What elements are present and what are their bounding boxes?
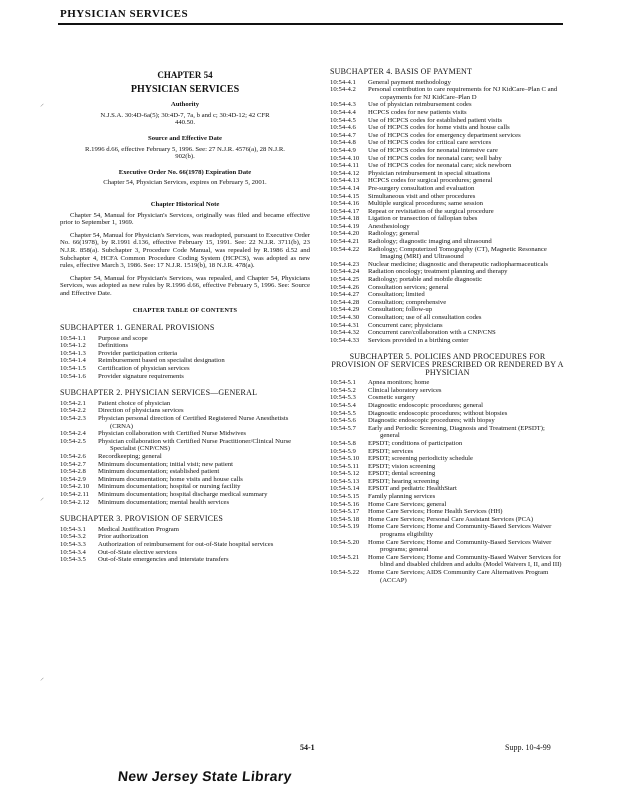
section-number: 10:54-5.6 — [330, 417, 356, 425]
section-title: Personal contribution to care requirements for NJ KidCare–Plan C and copayments for NJ KidCare–Plan D — [368, 86, 558, 101]
section-title: Use of HCPCS codes for established patient visits — [368, 116, 502, 124]
toc-entry — [330, 463, 565, 471]
section-title: HCPCS codes for new patients visits — [368, 108, 467, 116]
section-title: EPSDT; vision screening — [368, 462, 436, 470]
section-title: Out-of-State elective services — [98, 548, 178, 556]
page-number: 54-1 — [300, 743, 315, 752]
section-title: Apnea monitors; home — [368, 379, 430, 387]
section-title: Use of HCPCS codes for critical care services — [368, 139, 492, 147]
section-number: 10:54-4.29 — [330, 306, 360, 314]
section-number: 10:54-4.1 — [330, 78, 356, 86]
section-number: 10:54-2.5 — [60, 437, 86, 445]
section-title: Physician collaboration with Certified Nurse Practitioner/Clinical Nurse Specialist (CNP/CNS) — [98, 437, 292, 453]
toc-entry — [330, 215, 565, 223]
toc-entry — [330, 569, 565, 584]
section-number: 10:54-4.13 — [330, 177, 360, 185]
section-number: 10:54-5.18 — [330, 515, 360, 523]
subchapter-title: SUBCHAPTER 5. POLICIES AND PROCEDURES FOR PROVISION OF SERVICES PRESCRIBED OR RENDERED BY A PHYSICIAN — [331, 352, 564, 377]
section-title: Minimum documentation; established patient — [98, 468, 220, 476]
section-title: Minimum documentation; home visits and house calls — [98, 475, 243, 483]
header-rule — [58, 23, 563, 25]
toc-heading: CHAPTER TABLE OF CONTENTS — [132, 307, 238, 315]
toc-entry — [60, 400, 310, 408]
section-title: Cosmetic surgery — [368, 394, 415, 402]
history-paragraph: Chapter 54, Manual for Physician's Services, was repealed, and Chapter 54, Physicians Services, was adopted as new rules by R.1996 d.66, effective February 5, 1996. See: Source and Effective Date. — [60, 274, 310, 297]
authority-heading: Authority — [170, 101, 200, 109]
section-number: 10:54-5.10 — [330, 455, 360, 463]
section-title: Physician collaboration with Certified Nurse Midwives — [98, 430, 247, 438]
toc-entry — [60, 373, 310, 381]
toc-entry — [330, 554, 565, 569]
toc-entry — [330, 508, 565, 516]
toc-entry — [330, 117, 565, 125]
section-title: Use of HCPCS codes for neonatal intensive care — [368, 146, 498, 154]
toc-entry — [330, 193, 565, 201]
section-number: 10:54-4.3 — [330, 101, 356, 109]
toc-entry — [60, 453, 310, 461]
section-number: 10:54-4.23 — [330, 260, 360, 268]
margin-mark: ⸝ — [40, 673, 44, 682]
toc-entry — [330, 139, 565, 147]
section-number: 10:54-5.12 — [330, 470, 360, 478]
section-number: 10:54-4.7 — [330, 131, 356, 139]
toc-entry — [60, 407, 310, 415]
section-number: 10:54-5.8 — [330, 439, 356, 447]
section-number: 10:54-2.6 — [60, 452, 86, 460]
subchapter-title: SUBCHAPTER 4. BASIS OF PAYMENT — [330, 67, 473, 76]
right-subchapters — [330, 68, 565, 584]
section-title: EPSDT; conditions of participation — [368, 439, 463, 447]
section-number: 10:54-4.24 — [330, 268, 360, 276]
section-number: 10:54-5.13 — [330, 477, 360, 485]
section-title: Reimbursement based on specialist designation — [98, 357, 225, 365]
toc-entry — [330, 478, 565, 486]
section-title: EPSDT; screening periodicity schedule — [368, 455, 473, 463]
toc-entry — [330, 268, 565, 276]
section-title: Out-of-State emergencies and interstate transfers — [98, 556, 229, 564]
section-number: 10:54-1.3 — [60, 349, 86, 357]
source-text: R.1996 d.66, effective February 5, 1996. See: 27 N.J.R. 4576(a), 28 N.J.R. 902(b). — [85, 145, 285, 161]
expiration-heading: Executive Order No. 66(1978) Expiration Date — [118, 168, 252, 176]
section-number: 10:54-4.18 — [330, 215, 360, 223]
toc-entry — [330, 440, 565, 448]
toc-entry — [330, 162, 565, 170]
section-number: 10:54-3.4 — [60, 548, 86, 556]
section-title: Physician personal direction of Certified Registered Nurse Anesthetists (CRNA) — [98, 415, 289, 430]
section-title: Family planning services — [368, 493, 436, 501]
section-title: Home Care Services; Home and Community-Based Waiver Services for blind and disabled children and adults (Model Waivers I, II, and III) — [368, 553, 562, 569]
section-title: Patient choice of physician — [98, 399, 171, 407]
toc-entry — [330, 516, 565, 524]
toc-entry — [330, 177, 565, 185]
section-number: 10:54-4.5 — [330, 116, 356, 124]
toc-entry — [60, 335, 310, 343]
toc-entry — [60, 549, 310, 557]
toc-entry — [330, 470, 565, 478]
toc-entry — [330, 208, 565, 216]
section-title: Minimum documentation; hospital discharge medical summary — [98, 490, 268, 498]
section-title: Radiation oncology; treatment planning and therapy — [368, 268, 508, 276]
chapter-title: PHYSICIAN SERVICES — [130, 83, 240, 95]
section-number: 10:54-4.33 — [330, 336, 360, 344]
section-number: 10:54-1.2 — [60, 342, 86, 350]
toc-entry — [330, 387, 565, 395]
margin-mark: ⸝ — [40, 99, 44, 108]
left-subchapters — [60, 324, 310, 564]
section-number: 10:54-3.3 — [60, 540, 86, 548]
section-title: Concurrent care/collaboration with a CNP/CNS — [368, 329, 496, 337]
section-number: 10:54-5.3 — [330, 394, 356, 402]
toc-entry — [330, 230, 565, 238]
toc-entry — [60, 430, 310, 438]
toc-entry — [330, 493, 565, 501]
toc-entry — [330, 314, 565, 322]
toc-entry — [60, 468, 310, 476]
section-number: 10:54-4.17 — [330, 207, 360, 215]
toc-entry — [330, 109, 565, 117]
section-title: Home Care Services; Home and Community-Based Services Waiver programs eligibility — [368, 523, 552, 539]
section-title: Multiple surgical procedures; same session — [368, 200, 484, 208]
library-stamp: New Jersey State Library — [117, 768, 293, 784]
toc-entry — [330, 238, 565, 246]
toc-entry — [60, 350, 310, 358]
toc-entry — [330, 147, 565, 155]
history-paragraph: Chapter 54, Manual for Physician's Services, was readopted, pursuant to Executive Order No. 66(1978), by R.1991 d.136, effective February 15, 1991. See: 22 N.J.R. 3711(b), 23 N.J.R. 858(a). Subchapter 3, Procedure Code Manual, was repealed by R.1986 d.52 and Subchapter 4, HCFA Common Procedure Coding System (HCPCS), was adopted as new rules, effective March 3, 1986. See: 17 N.J.R. 1519(b), 18 N.J.R. 478(a). — [60, 231, 310, 270]
toc-entry — [60, 461, 310, 469]
section-number: 10:54-2.12 — [60, 498, 90, 506]
subchapter-title: SUBCHAPTER 3. PROVISION OF SERVICES — [60, 514, 224, 524]
section-title: EPSDT; services — [368, 447, 414, 455]
section-title: EPSDT; dental screening — [368, 470, 436, 478]
section-title: Minimum documentation; hospital or nursing facility — [98, 483, 241, 491]
toc-entry — [330, 291, 565, 299]
section-number: 10:54-4.32 — [330, 329, 360, 337]
section-title: Prior authorization — [98, 533, 149, 541]
section-title: Minimum documentation; initial visit; new patient — [98, 460, 234, 468]
toc-entry — [330, 448, 565, 456]
section-title: Diagnostic endoscopic procedures; without biopsies — [368, 409, 508, 417]
section-number: 10:54-4.9 — [330, 146, 356, 154]
toc-entry — [330, 200, 565, 208]
section-number: 10:54-5.2 — [330, 386, 356, 394]
section-number: 10:54-4.25 — [330, 276, 360, 284]
section-number: 10:54-1.6 — [60, 372, 86, 380]
section-number: 10:54-5.15 — [330, 493, 360, 501]
section-number: 10:54-5.9 — [330, 447, 356, 455]
section-title: Simultaneous visit and other procedures — [368, 192, 476, 200]
section-title: Radiology; Computerized Tomography (CT), Magnetic Resonance Imaging (MRI) and Ultrasound — [368, 245, 547, 261]
authority-text: N.J.S.A. 30:4D-6a(5); 30:4D-7, 7a, b and c; 30:4D-12; 42 CFR 440.50. — [100, 111, 270, 127]
section-title: Home Care Services; Home and Community-Based Services Waiver programs; general — [368, 538, 552, 554]
toc-entry — [330, 425, 565, 440]
supplement-date: Supp. 10-4-99 — [505, 743, 551, 752]
section-number: 10:54-4.28 — [330, 298, 360, 306]
section-title: Definitions — [98, 342, 129, 350]
section-number: 10:54-2.11 — [60, 490, 89, 498]
section-title: Use of HCPCS codes for neonatal care; well baby — [368, 154, 502, 162]
section-number: 10:54-4.14 — [330, 184, 360, 192]
section-title: Clinical laboratory services — [368, 386, 442, 394]
section-title: Consultation; follow-up — [368, 306, 433, 314]
section-title: General payment methodology — [368, 78, 451, 86]
section-number: 10:54-5.14 — [330, 485, 360, 493]
section-title: Provider signature requirements — [98, 372, 184, 380]
toc-entry — [330, 485, 565, 493]
section-number: 10:54-2.8 — [60, 468, 86, 476]
section-number: 10:54-4.27 — [330, 291, 360, 299]
toc-entry — [60, 533, 310, 541]
toc-entry — [330, 124, 565, 132]
toc-entry — [330, 170, 565, 178]
section-title: HCPCS codes for surgical procedures; general — [368, 177, 493, 185]
section-title: Use of HCPCS codes for home visits and house calls — [368, 124, 510, 132]
section-number: 10:54-5.19 — [330, 523, 360, 531]
section-number: 10:54-2.3 — [60, 415, 86, 422]
section-title: EPSDT and pediatric HealthStart — [368, 485, 457, 493]
toc-entry — [60, 357, 310, 365]
section-number: 10:54-5.4 — [330, 401, 356, 409]
right-column — [330, 68, 565, 584]
section-title: Services provided in a birthing center — [368, 336, 469, 344]
history-heading: Chapter Historical Note — [150, 200, 220, 208]
toc-entry — [330, 329, 565, 337]
toc-entry — [60, 491, 310, 499]
toc-entry — [330, 132, 565, 140]
section-number: 10:54-4.4 — [330, 108, 356, 116]
toc-entry — [330, 417, 565, 425]
section-number: 10:54-4.2 — [330, 86, 356, 94]
left-column — [60, 68, 310, 564]
section-title: Medical Justification Program — [98, 525, 179, 533]
section-title: Consultation; use of all consultation codes — [368, 314, 482, 321]
running-header: PHYSICIAN SERVICES — [60, 8, 189, 20]
section-number: 10:54-5.22 — [330, 569, 360, 576]
toc-entry — [330, 410, 565, 418]
toc-entry — [330, 223, 565, 231]
section-title: Home Care Services; Personal Care Assistant Services (PCA) — [368, 515, 534, 523]
section-title: Home Care Services; general — [368, 500, 447, 508]
section-number: 10:54-4.10 — [330, 154, 360, 162]
source-heading: Source and Effective Date — [148, 134, 222, 142]
toc-entry — [330, 284, 565, 292]
section-number: 10:54-1.4 — [60, 357, 86, 365]
section-number: 10:54-4.21 — [330, 238, 360, 246]
section-title: Pre-surgery consultation and evaluation — [368, 184, 475, 192]
section-title: Nuclear medicine; diagnostic and therapeutic radiopharmaceuticals — [368, 260, 548, 268]
section-number: 10:54-4.16 — [330, 200, 360, 208]
toc-entry — [330, 155, 565, 163]
toc-entry — [60, 415, 310, 430]
toc-entry — [330, 337, 565, 345]
toc-entry — [330, 539, 565, 554]
section-number: 10:54-5.1 — [330, 379, 356, 387]
section-title: Use of HCPCS codes for neonatal care; sick newborn — [368, 162, 512, 170]
section-number: 10:54-4.30 — [330, 314, 360, 321]
section-number: 10:54-3.5 — [60, 556, 86, 564]
toc-entry — [330, 523, 565, 538]
toc-entry — [60, 541, 310, 549]
section-title: Consultation; comprehensive — [368, 298, 447, 306]
section-title: Purpose and scope — [98, 334, 148, 342]
toc-entry — [330, 379, 565, 387]
section-title: Radiology; general — [368, 230, 420, 238]
section-title: Consultation; limited — [368, 291, 425, 299]
section-number: 10:54-3.2 — [60, 533, 86, 541]
section-number: 10:54-2.7 — [60, 460, 86, 468]
toc-entry — [330, 86, 565, 101]
section-number: 10:54-2.9 — [60, 475, 86, 483]
section-number: 10:54-5.7 — [330, 424, 356, 432]
section-number: 10:54-4.15 — [330, 192, 360, 200]
section-number: 10:54-5.11 — [330, 462, 359, 470]
toc-entry — [330, 501, 565, 509]
section-number: 10:54-4.19 — [330, 222, 360, 230]
section-title: Provider participation criteria — [98, 349, 178, 357]
section-number: 10:54-5.21 — [330, 553, 360, 561]
section-title: Home Care Services; Home Health Services (HH) — [368, 508, 503, 516]
section-title: Concurrent care; physicians — [368, 321, 443, 329]
expiration-text: Chapter 54, Physician Services, expires on February 5, 2001. — [103, 179, 267, 187]
section-number: 10:54-5.16 — [330, 500, 360, 508]
margin-mark: ⸝ — [40, 493, 44, 502]
section-title: Recordkeeping; general — [98, 452, 162, 460]
section-title: Use of HCPCS codes for emergency department services — [368, 131, 521, 139]
section-title: Home Care Services; AIDS Community Care Alternatives Program (ACCAP) — [368, 569, 549, 584]
history-paragraph: Chapter 54, Manual for Physician's Services, originally was filed and became effective prior to September 1, 1969. — [60, 211, 310, 227]
section-number: 10:54-4.20 — [330, 230, 360, 238]
section-number: 10:54-4.12 — [330, 169, 360, 177]
toc-entry — [60, 342, 310, 350]
toc-entry — [330, 299, 565, 307]
section-number: 10:54-4.8 — [330, 139, 356, 147]
toc-entry — [330, 79, 565, 87]
section-number: 10:54-3.1 — [60, 525, 86, 533]
toc-entry — [330, 101, 565, 109]
section-title: Radiology; portable and mobile diagnostic — [368, 276, 483, 284]
section-title: Minimum documentation; mental health services — [98, 498, 230, 506]
toc-entry — [60, 438, 310, 453]
section-number: 10:54-4.26 — [330, 283, 360, 291]
toc-entry — [330, 306, 565, 314]
toc-entry — [60, 526, 310, 534]
section-title: Early and Periodic Screening, Diagnosis and Treatment (EPSDT); general — [368, 424, 545, 440]
section-title: Direction of physicians services — [98, 407, 184, 415]
toc-entry — [330, 261, 565, 269]
toc-entry — [330, 276, 565, 284]
section-number: 10:54-1.5 — [60, 365, 86, 373]
section-title: Certification of physician services — [98, 365, 190, 373]
toc-entry — [60, 499, 310, 507]
subchapter-title: SUBCHAPTER 2. PHYSICIAN SERVICES—GENERAL — [60, 388, 258, 398]
toc-entry — [330, 455, 565, 463]
toc-entry — [60, 476, 310, 484]
section-title: Anesthesiology — [368, 222, 410, 230]
section-title: Radiology; diagnostic imaging and ultrasound — [368, 238, 492, 246]
section-number: 10:54-5.17 — [330, 508, 360, 516]
section-number: 10:54-2.10 — [60, 483, 90, 491]
toc-entry — [60, 483, 310, 491]
toc-entry — [330, 246, 565, 261]
section-number: 10:54-4.6 — [330, 124, 356, 132]
toc-entry — [330, 402, 565, 410]
section-title: Diagnostic endoscopic procedures; general — [368, 401, 483, 409]
section-number: 10:54-5.20 — [330, 538, 360, 546]
subchapter-title: SUBCHAPTER 1. GENERAL PROVISIONS — [60, 323, 215, 333]
section-number: 10:54-4.22 — [330, 245, 360, 253]
section-number: 10:54-2.2 — [60, 407, 86, 415]
section-title: Physician reimbursement in special situations — [368, 169, 491, 177]
section-number: 10:54-5.5 — [330, 409, 356, 417]
toc-entry — [330, 394, 565, 402]
section-title: EPSDT; hearing screening — [368, 477, 439, 485]
chapter-number: CHAPTER 54 — [157, 70, 213, 80]
toc-entry — [60, 365, 310, 373]
section-number: 10:54-4.31 — [330, 321, 360, 329]
section-title: Diagnostic endoscopic procedures; with biopsy — [368, 417, 495, 425]
section-number: 10:54-4.11 — [330, 162, 359, 170]
toc-entry — [330, 185, 565, 193]
toc-entry — [330, 322, 565, 330]
section-title: Repeat or revisitation of the surgical procedure — [368, 207, 494, 215]
section-title: Use of physician reimbursement codes — [368, 101, 472, 109]
section-title: Authorization of reimbursement for out-of-State hospital services — [98, 540, 274, 548]
section-number: 10:54-2.1 — [60, 399, 86, 407]
section-number: 10:54-2.4 — [60, 430, 86, 438]
section-title: Ligation or transection of fallopian tubes — [368, 215, 478, 223]
toc-entry — [60, 556, 310, 564]
section-title: Consultation services; general — [368, 283, 449, 291]
section-number: 10:54-1.1 — [60, 334, 86, 342]
